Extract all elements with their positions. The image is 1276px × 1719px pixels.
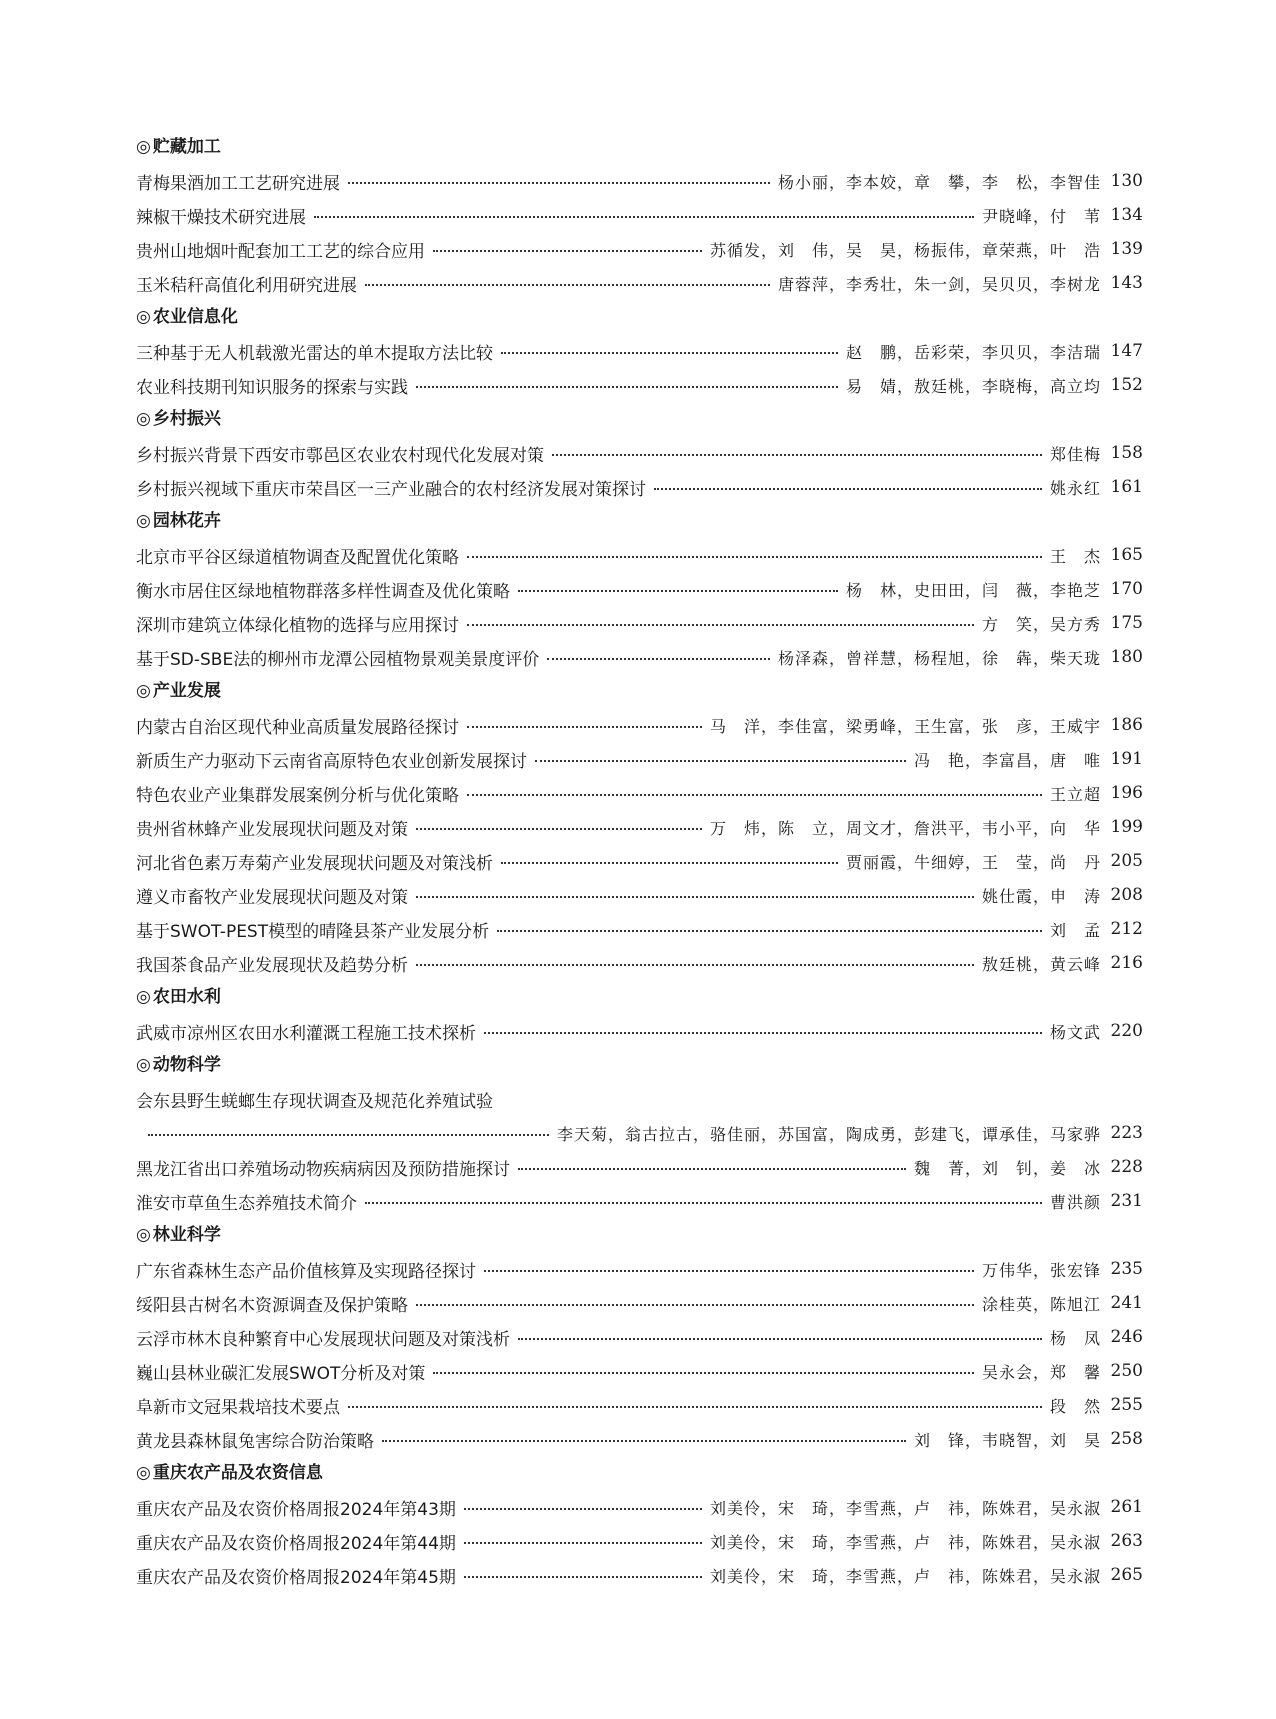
entry-title: 乡村振兴视域下重庆市荣昌区一三产业融合的农村经济发展对策探讨 [136,479,646,500]
entry-title: 河北省色素万寿菊产业发展现状问题及对策浅析 [136,853,493,874]
entry-page-number: 130 [1110,171,1143,191]
entry-authors: 杨泽森，曾祥慧，杨程旭，徐 犇，柴天珑 [777,648,1101,668]
entry-authors: 刘美伶，宋 琦，李雪燕，卢 祎，陈姝君，吴永淑 [709,1566,1101,1586]
toc-entry[interactable] [136,1490,1143,1524]
entry-page-number: 196 [1110,783,1143,803]
dot-leader [365,1202,1042,1204]
section-marker-icon: ◎ [136,409,151,429]
entry-title: 重庆农产品及农资价格周报2024年第45期 [136,1567,456,1588]
entry-title: 特色农业产业集群发展案例分析与优化策略 [136,785,459,806]
entry-title: 阜新市文冠果栽培技术要点 [136,1397,340,1418]
entry-title: 我国茶食品产业发展现状及趋势分析 [136,955,408,976]
section-heading [136,1048,1143,1082]
toc-entry[interactable] [136,1422,1143,1456]
section-marker-icon: ◎ [136,1055,151,1075]
section-heading-text: 农业信息化 [152,307,238,327]
entry-authors: 杨 凤 [1049,1328,1101,1348]
section-heading-text: 乡村振兴 [152,409,221,429]
section-heading [136,504,1143,538]
dot-leader [467,726,702,728]
entry-authors: 万 炜，陈 立，周文才，詹洪平，韦小平，向 华 [709,818,1101,838]
entry-page-number: 241 [1110,1293,1143,1313]
toc-entry[interactable] [136,538,1143,572]
entry-page-number: 147 [1110,341,1143,361]
entry-title: 基于SD-SBE法的柳州市龙潭公园植物景观美景度评价 [136,649,540,670]
dot-leader [547,658,770,660]
dot-leader [552,454,1042,456]
entry-page-number: 265 [1110,1565,1143,1585]
entry-title: 淮安市草鱼生态养殖技术简介 [136,1193,357,1214]
dot-leader [416,386,838,388]
entry-page-number: 231 [1110,1191,1143,1211]
dot-leader [518,1168,906,1170]
toc-entry[interactable] [136,810,1143,844]
dot-leader [501,352,838,354]
dot-leader [382,1440,906,1442]
entry-authors: 涂桂英，陈旭江 [981,1294,1101,1314]
entry-authors: 王立超 [1049,784,1101,804]
entry-title: 巍山县林业碳汇发展SWOT分析及对策 [136,1363,426,1384]
dot-leader [416,964,974,966]
entry-page-number: 228 [1110,1157,1143,1177]
entry-authors: 姚永红 [1049,478,1101,498]
dot-leader [484,1270,974,1272]
toc-entry[interactable] [136,742,1143,776]
entry-page-number: 255 [1110,1395,1143,1415]
entry-authors: 刘 锋，韦晓智，刘 昊 [913,1430,1101,1450]
entry-page-number: 134 [1110,205,1143,225]
toc-entry[interactable] [136,198,1143,232]
toc-entry[interactable] [136,1558,1143,1592]
entry-authors: 刘美伶，宋 琦，李雪燕，卢 祎，陈姝君，吴永淑 [709,1532,1101,1552]
section-marker-icon: ◎ [136,987,151,1007]
entry-title: 内蒙古自治区现代种业高质量发展路径探讨 [136,717,459,738]
toc-entry[interactable] [136,1524,1143,1558]
toc-entry[interactable] [136,1014,1143,1048]
dot-leader [654,488,1042,490]
toc-entry[interactable] [136,470,1143,504]
toc-entry[interactable] [136,436,1143,470]
entry-title: 北京市平谷区绿道植物调查及配置优化策略 [136,547,459,568]
section-heading-text: 重庆农产品及农资信息 [152,1463,323,1483]
toc-entry[interactable] [136,1286,1143,1320]
dot-leader [501,862,838,864]
section-heading [136,674,1143,708]
entry-title: 绥阳县古树名木资源调查及保护策略 [136,1295,408,1316]
entry-title: 深圳市建筑立体绿化植物的选择与应用探讨 [136,615,459,636]
entry-authors: 杨小丽，李本姣，章 攀，李 松，李智佳 [777,172,1101,192]
toc-entry[interactable] [136,368,1143,402]
dot-leader [467,556,1042,558]
entry-page-number: 143 [1110,273,1143,293]
entry-authors: 曹洪颜 [1049,1192,1101,1212]
entry-title: 青梅果酒加工工艺研究进展 [136,173,340,194]
toc-entry[interactable] [136,946,1143,980]
toc-entry[interactable] [136,776,1143,810]
entry-page-number: 212 [1110,919,1143,939]
entry-page-number: 170 [1110,579,1143,599]
section-heading [136,980,1143,1014]
entry-authors: 段 然 [1049,1396,1101,1416]
table-of-contents [136,130,1143,1592]
dot-leader [348,182,770,184]
entry-authors: 赵 鹏，岳彩荣，李贝贝，李洁瑞 [845,342,1101,362]
entry-title: 黑龙江省出口养殖场动物疾病病因及预防措施探讨 [136,1159,510,1180]
entry-title: 辣椒干燥技术研究进展 [136,207,306,228]
entry-title: 乡村振兴背景下西安市鄠邑区农业农村现代化发展对策 [136,445,544,466]
section-heading [136,1456,1143,1490]
entry-title: 广东省森林生态产品价值核算及实现路径探讨 [136,1261,476,1282]
section-heading-text: 林业科学 [152,1225,221,1245]
entry-page-number: 199 [1110,817,1143,837]
entry-title: 云浮市林木良种繁育中心发展现状问题及对策浅析 [136,1329,510,1350]
dot-leader [416,1304,974,1306]
dot-leader [497,930,1042,932]
entry-title: 三种基于无人机载激光雷达的单木提取方法比较 [136,343,493,364]
entry-title: 重庆农产品及农资价格周报2024年第44期 [136,1533,456,1554]
section-heading [136,402,1143,436]
toc-entry[interactable] [136,878,1143,912]
toc-entry[interactable] [136,1082,1143,1116]
entry-title: 衡水市居住区绿地植物群落多样性调查及优化策略 [136,581,510,602]
dot-leader [416,828,702,830]
entry-page-number: 235 [1110,1259,1143,1279]
entry-authors: 贾丽霞，牛细婷，王 莹，尚 丹 [845,852,1101,872]
toc-entry[interactable] [136,1388,1143,1422]
entry-title: 会东县野生蜣螂生存现状调查及规范化养殖试验 [136,1091,493,1112]
entry-authors: 万伟华，张宏锋 [981,1260,1101,1280]
entry-page-number: 161 [1110,477,1143,497]
entry-authors: 郑佳梅 [1049,444,1101,464]
entry-title: 贵州山地烟叶配套加工工艺的综合应用 [136,241,425,262]
entry-authors: 冯 艳，李富昌，唐 唯 [913,750,1101,770]
dot-leader [433,250,702,252]
toc-entry[interactable] [136,1150,1143,1184]
dot-leader [348,1406,1042,1408]
entry-page-number: 263 [1110,1531,1143,1551]
dot-leader [148,1134,549,1136]
dot-leader [518,590,838,592]
entry-title: 新质生产力驱动下云南省高原特色农业创新发展探讨 [136,751,527,772]
toc-entry[interactable] [136,708,1143,742]
toc-entry[interactable] [136,1320,1143,1354]
dot-leader [365,284,770,286]
entry-title: 玉米秸秆高值化利用研究进展 [136,275,357,296]
dot-leader [464,1542,702,1544]
entry-authors: 杨 林，史田田，闫 薇，李艳芝 [845,580,1101,600]
entry-page-number: 165 [1110,545,1143,565]
section-marker-icon: ◎ [136,137,151,157]
entry-page-number: 261 [1110,1497,1143,1517]
section-marker-icon: ◎ [136,1463,151,1483]
entry-authors: 苏循发，刘 伟，吴 昊，杨振伟，章荣燕，叶 浩 [709,240,1101,260]
entry-authors: 吴永会，郑 馨 [981,1362,1101,1382]
entry-title: 农业科技期刊知识服务的探索与实践 [136,377,408,398]
section-heading-text: 贮藏加工 [152,137,221,157]
section-marker-icon: ◎ [136,681,151,701]
entry-authors: 李天菊，翁古拉古，骆佳丽，苏国富，陶成勇，彭建飞，谭承佳，马家骅 [556,1124,1101,1144]
section-heading-text: 园林花卉 [152,511,221,531]
entry-authors: 魏 菁，刘 钊，姜 冰 [913,1158,1101,1178]
section-heading-text: 农田水利 [152,987,221,1007]
dot-leader [416,896,974,898]
entry-title: 贵州省林蜂产业发展现状问题及对策 [136,819,408,840]
entry-title: 重庆农产品及农资价格周报2024年第43期 [136,1499,456,1520]
entry-page-number: 186 [1110,715,1143,735]
entry-authors: 杨文武 [1049,1022,1101,1042]
entry-page-number: 258 [1110,1429,1143,1449]
toc-entry[interactable] [136,266,1143,300]
entry-title: 武威市凉州区农田水利灌溉工程施工技术探析 [136,1023,476,1044]
section-marker-icon: ◎ [136,1225,151,1245]
toc-entry-continuation [136,1116,1143,1150]
entry-title: 基于SWOT-PEST模型的晴隆县茶产业发展分析 [136,921,490,942]
entry-authors: 方 笑，吴方秀 [981,614,1101,634]
dot-leader [314,216,974,218]
entry-page-number: 223 [1110,1123,1143,1143]
entry-authors: 尹晓峰，付 苇 [981,206,1101,226]
section-heading-text: 动物科学 [152,1055,221,1075]
dot-leader [518,1338,1042,1340]
entry-title: 黄龙县森林鼠兔害综合防治策略 [136,1431,374,1452]
toc-entry[interactable] [136,164,1143,198]
dot-leader [464,1508,702,1510]
toc-entry[interactable] [136,606,1143,640]
entry-authors: 易 婧，敖廷桃，李晓梅，高立均 [845,376,1101,396]
section-marker-icon: ◎ [136,307,151,327]
toc-entry[interactable] [136,1184,1143,1218]
section-marker-icon: ◎ [136,511,151,531]
dot-leader [467,624,974,626]
entry-page-number: 205 [1110,851,1143,871]
section-heading [136,130,1143,164]
dot-leader [433,1372,974,1374]
section-heading-text: 产业发展 [152,681,221,701]
entry-title: 遵义市畜牧产业发展现状问题及对策 [136,887,408,908]
entry-authors: 刘美伶，宋 琦，李雪燕，卢 祎，陈姝君，吴永淑 [709,1498,1101,1518]
entry-page-number: 158 [1110,443,1143,463]
dot-leader [484,1032,1042,1034]
entry-page-number: 220 [1110,1021,1143,1041]
toc-entry[interactable] [136,232,1143,266]
dot-leader [535,760,906,762]
toc-entry[interactable] [136,334,1143,368]
toc-entry[interactable] [136,640,1143,674]
entry-authors: 刘 孟 [1049,920,1101,940]
entry-authors: 敖廷桃，黄云峰 [981,954,1101,974]
toc-entry[interactable] [136,1354,1143,1388]
section-heading [136,1218,1143,1252]
entry-authors: 王 杰 [1049,546,1101,566]
toc-entry[interactable] [136,844,1143,878]
entry-page-number: 246 [1110,1327,1143,1347]
toc-entry[interactable] [136,572,1143,606]
toc-entry[interactable] [136,912,1143,946]
entry-page-number: 139 [1110,239,1143,259]
dot-leader [464,1576,702,1578]
toc-entry[interactable] [136,1252,1143,1286]
entry-page-number: 191 [1110,749,1143,769]
entry-page-number: 250 [1110,1361,1143,1381]
entry-page-number: 175 [1110,613,1143,633]
entry-authors: 姚仕霞，申 涛 [981,886,1101,906]
dot-leader [467,794,1042,796]
entry-page-number: 152 [1110,375,1143,395]
entry-page-number: 216 [1110,953,1143,973]
entry-authors: 马 洋，李佳富，梁勇峰，王生富，张 彦，王威宇 [709,716,1101,736]
section-heading [136,300,1143,334]
entry-page-number: 208 [1110,885,1143,905]
entry-page-number: 180 [1110,647,1143,667]
entry-authors: 唐蓉萍，李秀壮，朱一剑，吴贝贝，李树龙 [777,274,1101,294]
